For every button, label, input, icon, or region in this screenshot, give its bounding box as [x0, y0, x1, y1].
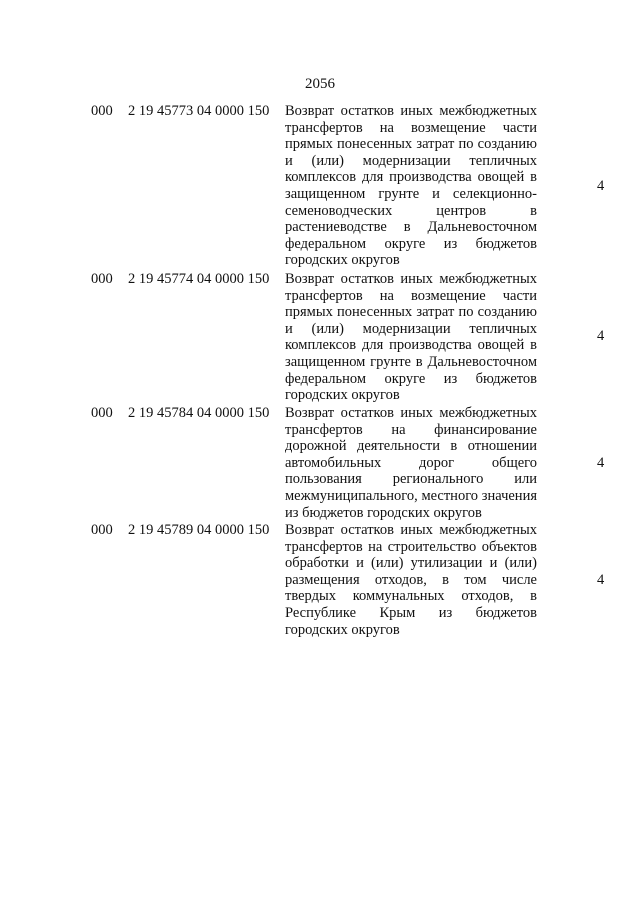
description-line: прямых понесенных затрат по созданию: [285, 304, 537, 321]
description-line: Республике Крым из бюджетов: [285, 604, 537, 621]
description-line: трансфертов на финансирование: [285, 421, 537, 438]
description-line: комплексов для производства овощей в: [285, 337, 537, 354]
budget-code: 2 19 45789 04 0000 150: [128, 522, 270, 538]
description-line: обработки и (или) утилизации и (или): [285, 555, 537, 572]
row-description: [285, 522, 537, 638]
description-line: семеноводческих центров в: [285, 202, 537, 219]
description-line: твердых коммунальных отходов, в: [285, 588, 537, 605]
description-line: федеральном округе из бюджетов: [285, 370, 537, 387]
description-line: городских округов: [285, 621, 400, 638]
level-value: 4: [597, 328, 605, 344]
description-line: комплексов для производства овощей в: [285, 169, 537, 186]
description-line: Возврат остатков иных межбюджетных: [285, 522, 537, 538]
admin-code: 000: [91, 522, 113, 538]
description-line: межмуниципального, местного значения: [285, 487, 537, 504]
row-description: [285, 103, 537, 269]
description-line: федеральном округе из бюджетов: [285, 235, 537, 252]
description-line: трансфертов на строительство объектов: [285, 538, 537, 555]
description-line: дорожной деятельности в отношении: [285, 438, 537, 455]
description-line: городских округов: [285, 387, 400, 404]
description-line: прямых понесенных затрат по созданию: [285, 136, 537, 153]
description-line: и (или) модернизации тепличных: [285, 320, 537, 337]
description-line: пользования регионального или: [285, 471, 537, 488]
description-line: защищенном грунте в Дальневосточном: [285, 353, 537, 370]
description-line: из бюджетов городских округов: [285, 504, 482, 521]
level-value: 4: [597, 178, 605, 194]
level-value: 4: [597, 455, 605, 471]
page-number: 2056: [305, 76, 335, 92]
budget-code: 2 19 45784 04 0000 150: [128, 405, 270, 421]
description-line: трансфертов на возмещение части: [285, 287, 537, 304]
description-line: автомобильных дорог общего: [285, 454, 537, 471]
description-line: и (или) модернизации тепличных: [285, 152, 537, 169]
admin-code: 000: [91, 405, 113, 421]
row-description: [285, 405, 537, 521]
description-line: Возврат остатков иных межбюджетных: [285, 405, 537, 421]
description-line: защищенном грунте и селекционно-: [285, 185, 537, 202]
description-line: Возврат остатков иных межбюджетных: [285, 271, 537, 287]
description-line: трансфертов на возмещение части: [285, 119, 537, 136]
level-value: 4: [597, 572, 605, 588]
description-line: Возврат остатков иных межбюджетных: [285, 103, 537, 119]
budget-code: 2 19 45774 04 0000 150: [128, 271, 270, 287]
admin-code: 000: [91, 271, 113, 287]
row-description: [285, 271, 537, 404]
description-line: размещения отходов, в том числе: [285, 571, 537, 588]
description-line: городских округов: [285, 252, 400, 269]
budget-code: 2 19 45773 04 0000 150: [128, 103, 270, 119]
admin-code: 000: [91, 103, 113, 119]
description-line: растениеводстве в Дальневосточном: [285, 219, 537, 236]
